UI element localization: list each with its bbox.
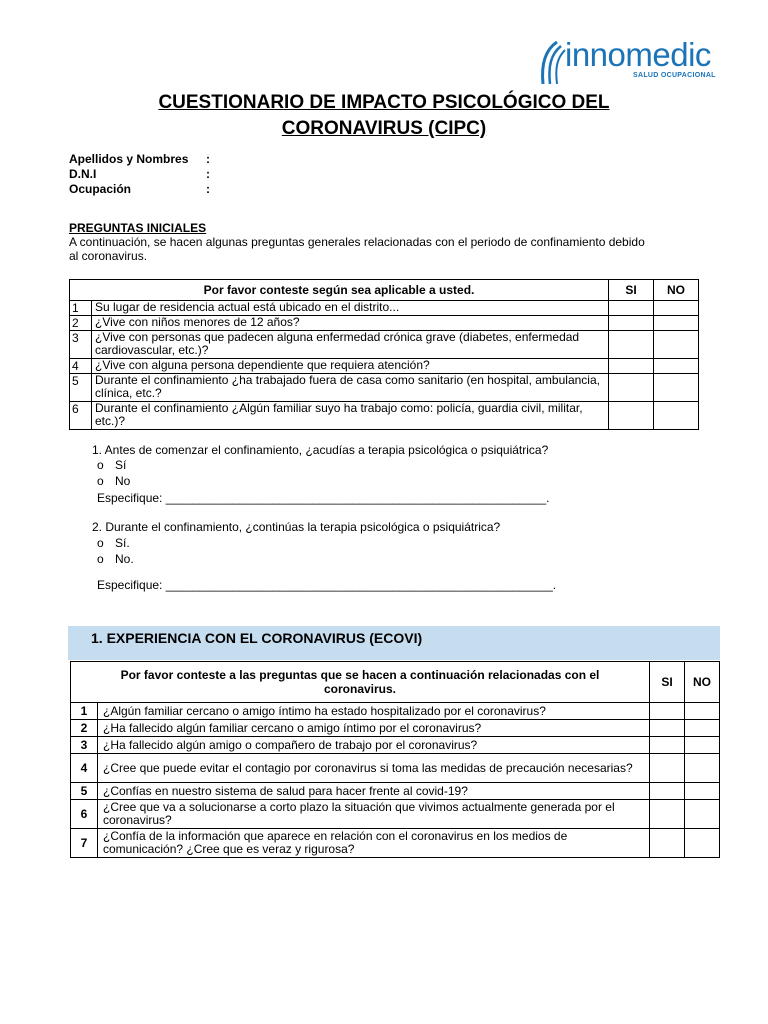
logo-wordmark: innomedic (565, 36, 711, 73)
table-row (70, 331, 699, 359)
answer-cell-si[interactable] (650, 720, 685, 737)
intro-text-line-1: A continuación, se hacen algunas preguntas generales relacionadas con el periodo de confinamiento debido (69, 235, 645, 249)
row-number: 1 (70, 301, 92, 316)
field-label-ocupacion: Ocupación (69, 182, 132, 196)
answer-cell-no[interactable] (685, 783, 720, 800)
row-question: ¿Ha fallecido algún amigo o compañero de trabajo por el coronavirus? (98, 737, 650, 754)
table-row (71, 737, 720, 754)
question-1-specify-field[interactable]: Especifique: _________________________________________________________. (97, 491, 550, 505)
row-question: ¿Vive con alguna persona dependiente que requiera atención? (92, 359, 609, 374)
radio-bullet[interactable]: o (97, 458, 104, 472)
answer-cell-si[interactable] (609, 402, 654, 430)
answer-cell-si[interactable] (650, 829, 685, 858)
answer-cell-no[interactable] (654, 374, 699, 402)
answer-cell-no[interactable] (654, 316, 699, 331)
row-question: ¿Vive con niños menores de 12 años? (92, 316, 609, 331)
table-row (70, 374, 699, 402)
column-header-no: NO (654, 280, 699, 301)
row-number: 4 (70, 359, 92, 374)
answer-cell-si[interactable] (650, 737, 685, 754)
row-number: 5 (70, 374, 92, 402)
field-label-dni: D.N.I (69, 167, 97, 181)
answer-cell-si[interactable] (609, 316, 654, 331)
answer-cell-si[interactable] (609, 374, 654, 402)
answer-cell-si[interactable] (609, 301, 654, 316)
row-question: ¿Confías en nuestro sistema de salud para hacer frente al covid-19? (98, 783, 650, 800)
field-colon-name: : (206, 152, 210, 166)
row-number: 2 (71, 720, 98, 737)
field-colon-dni: : (206, 167, 210, 181)
row-number: 2 (70, 316, 92, 331)
answer-cell-no[interactable] (654, 301, 699, 316)
table-header-row (70, 280, 699, 301)
document-title-line-2: CORONAVIRUS (CIPC) (281, 118, 487, 139)
row-number: 7 (71, 829, 98, 858)
row-number: 6 (70, 402, 92, 430)
answer-cell-no[interactable] (654, 402, 699, 430)
table-row (70, 402, 699, 430)
answer-cell-no[interactable] (685, 703, 720, 720)
logo-swoosh-icon (535, 40, 569, 86)
table-row (70, 359, 699, 374)
answer-cell-si[interactable] (609, 331, 654, 359)
ecovi-questions-table (70, 661, 720, 858)
table-row (71, 720, 720, 737)
row-question: ¿Ha fallecido algún familiar cercano o amigo íntimo por el coronavirus? (98, 720, 650, 737)
answer-cell-si[interactable] (650, 783, 685, 800)
answer-cell-no[interactable] (654, 331, 699, 359)
table-row (71, 829, 720, 858)
row-number: 3 (70, 331, 92, 359)
table-row (71, 703, 720, 720)
answer-cell-no[interactable] (685, 754, 720, 783)
question-1-option-si: Sí (115, 458, 127, 472)
answer-cell-no[interactable] (685, 737, 720, 754)
row-number: 5 (71, 783, 98, 800)
radio-bullet[interactable]: o (97, 536, 104, 550)
question-2-text: 2. Durante el confinamiento, ¿continúas la terapia psicológica o psiquiátrica? (92, 520, 501, 534)
question-2-option-no: No. (115, 552, 134, 566)
answer-cell-no[interactable] (685, 800, 720, 829)
answer-cell-no[interactable] (685, 720, 720, 737)
intro-heading: PREGUNTAS INICIALES (69, 221, 207, 235)
table-row (71, 800, 720, 829)
document-title-line-1: CUESTIONARIO DE IMPACTO PSICOLÓGICO DEL (158, 92, 610, 113)
column-header-si: SI (650, 662, 685, 703)
table-header-text: Por favor conteste a las preguntas que se hacen a continuación relacionadas con el coronavirus. (71, 662, 650, 703)
row-question: ¿Algún familiar cercano o amigo íntimo ha estado hospitalizado por el coronavirus? (98, 703, 650, 720)
row-question: Durante el confinamiento ¿ha trabajado fuera de casa como sanitario (en hospital, ambulancia, clínica, etc.? (92, 374, 609, 402)
logo-tagline: SALUD OCUPACIONAL (633, 72, 716, 79)
row-number: 6 (71, 800, 98, 829)
row-question: Su lugar de residencia actual está ubicado en el distrito... (92, 301, 609, 316)
table-row (71, 754, 720, 783)
intro-text-line-2: al coronavirus. (69, 249, 148, 263)
question-1-text: 1. Antes de comenzar el confinamiento, ¿acudías a terapia psicológica o psiquiátrica? (92, 443, 549, 457)
initial-questions-table (69, 279, 699, 430)
section-header-bar (68, 626, 720, 660)
question-2-option-si: Sí. (115, 536, 130, 550)
table-row (71, 783, 720, 800)
row-number: 1 (71, 703, 98, 720)
table-row (70, 301, 699, 316)
row-question: ¿Cree que va a solucionarse a corto plazo la situación que vivimos actualmente generada por el coronavirus? (98, 800, 650, 829)
field-label-name: Apellidos y Nombres (69, 152, 189, 166)
row-number: 4 (71, 754, 98, 783)
field-colon-ocupacion: : (206, 182, 210, 196)
innomedic-logo (535, 36, 735, 86)
column-header-si: SI (609, 280, 654, 301)
row-number: 3 (71, 737, 98, 754)
question-2-specify-field[interactable]: Especifique: __________________________________________________________. (97, 578, 557, 592)
answer-cell-si[interactable] (609, 359, 654, 374)
answer-cell-no[interactable] (685, 829, 720, 858)
column-header-no: NO (685, 662, 720, 703)
row-question: ¿Confía de la información que aparece en relación con el coronavirus en los medios de comunicación? ¿Cree que es veraz y rigurosa? (98, 829, 650, 858)
radio-bullet[interactable]: o (97, 552, 104, 566)
answer-cell-si[interactable] (650, 800, 685, 829)
table-header-row (71, 662, 720, 703)
radio-bullet[interactable]: o (97, 474, 104, 488)
row-question: ¿Vive con personas que padecen alguna enfermedad crónica grave (diabetes, enfermedad cardiovascular, etc.)? (92, 331, 609, 359)
answer-cell-si[interactable] (650, 754, 685, 783)
row-question: ¿Cree que puede evitar el contagio por coronavirus si toma las medidas de precaución necesarias? (98, 754, 650, 783)
table-header-text: Por favor conteste según sea aplicable a usted. (70, 280, 609, 301)
question-1-option-no: No (115, 474, 131, 488)
row-question: Durante el confinamiento ¿Algún familiar suyo ha trabajo como: policía, guardia civil, militar, etc.)? (92, 402, 609, 430)
section-title: 1. EXPERIENCIA CON EL CORONAVIRUS (ECOVI) (91, 630, 423, 646)
answer-cell-no[interactable] (654, 359, 699, 374)
answer-cell-si[interactable] (650, 703, 685, 720)
table-row (70, 316, 699, 331)
